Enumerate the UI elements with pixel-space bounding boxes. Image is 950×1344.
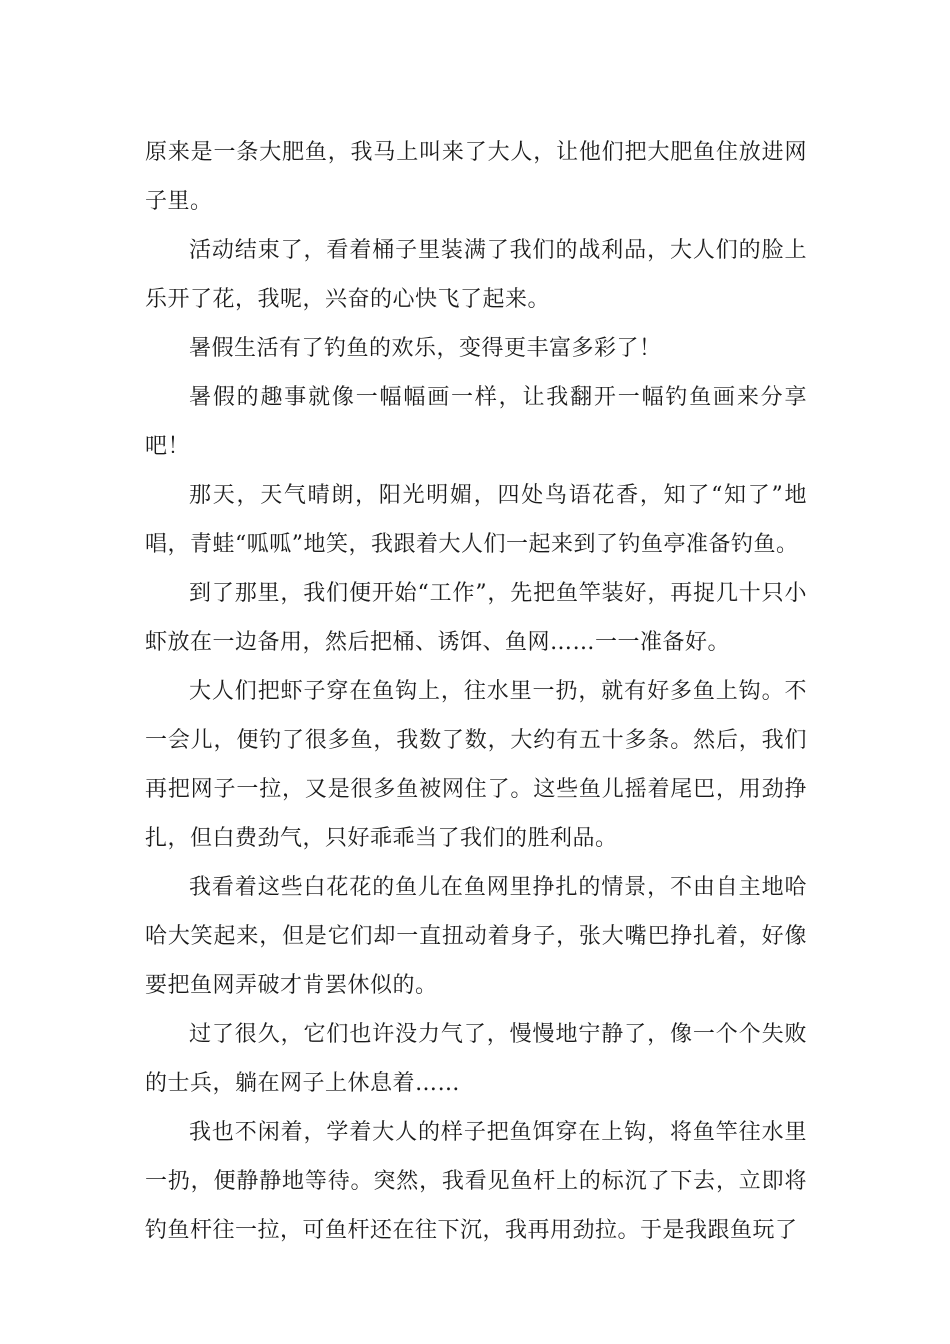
document-body	[145, 128, 807, 1255]
paragraph-8: 我看着这些白花花的鱼儿在鱼网里挣扎的情景，不由自主地哈哈大笑起来，但是它们却一直扭动着身子，张大嘴巴挣扎着，好像要把鱼网弄破才肯罢休似的。	[145, 875, 807, 998]
paragraph-10: 我也不闲着，学着大人的样子把鱼饵穿在上钩，将鱼竿往水里一扔，便静静地等待。突然，我看见鱼杆上的标沉了下去，立即将钓鱼杆往一拉，可鱼杆还在往下沉，我再用劲拉。于是我跟鱼玩了	[145, 1120, 807, 1243]
paragraph-6: 到了那里，我们便开始“工作”，先把鱼竿装好，再捉几十只小虾放在一边备用，然后把桶、诱饵、鱼网……一一准备好。	[145, 581, 807, 655]
paragraph-1: 原来是一条大肥鱼，我马上叫来了大人，让他们把大肥鱼住放进网子里。	[145, 140, 807, 214]
paragraph-9: 过了很久，它们也许没力气了，慢慢地宁静了，像一个个失败的士兵，躺在网子上休息着……	[145, 1022, 807, 1096]
paragraph-5: 那天，天气晴朗，阳光明媚，四处鸟语花香，知了“知了”地唱，青蛙“呱呱”地笑，我跟着大人们一起来到了钓鱼亭准备钓鱼。	[145, 483, 807, 557]
paragraph-4: 暑假的趣事就像一幅幅画一样，让我翻开一幅钓鱼画来分享吧！	[145, 385, 807, 459]
paragraph-2: 活动结束了，看着桶子里装满了我们的战利品，大人们的脸上乐开了花，我呢，兴奋的心快飞了起来。	[145, 238, 807, 312]
paragraph-7: 大人们把虾子穿在鱼钩上，往水里一扔，就有好多鱼上钩。不一会儿，便钓了很多鱼，我数了数，大约有五十多条。然后，我们再把网子一拉，又是很多鱼被网住了。这些鱼儿摇着尾巴，用劲挣扎，但白费劲气，只好乖乖当了我们的胜利品。	[145, 679, 807, 851]
paragraph-3: 暑假生活有了钓鱼的欢乐，变得更丰富多彩了！	[189, 336, 662, 361]
